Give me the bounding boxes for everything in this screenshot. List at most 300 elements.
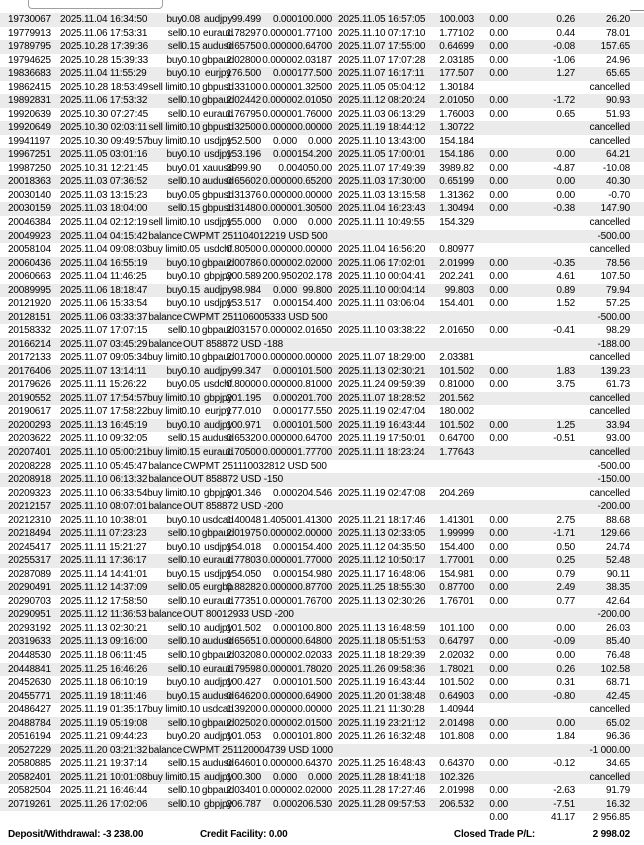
profit-cell: 90.11 — [606, 568, 630, 580]
size-cell: 0.10 — [181, 68, 200, 80]
size-cell: 0.10 — [181, 149, 200, 161]
close-time-cell: 2025.11.13 02:30:26 — [338, 595, 426, 607]
close-time-cell: 2025.11.07 16:17:11 — [338, 68, 425, 80]
order-cell: 19920639 — [8, 108, 51, 120]
table-row[interactable] — [0, 527, 644, 541]
stop-loss-cell: 0.000 — [272, 14, 297, 25]
close-time-cell: 2025.11.28 18:41:18 — [338, 771, 426, 783]
open-time-cell: 2025.11.19 05:19:08 — [60, 717, 148, 729]
take-profit-cell: 2.02033 — [297, 649, 332, 661]
table-row[interactable] — [0, 257, 644, 271]
table-row[interactable] — [0, 663, 644, 677]
symbol-cell: audjpy — [203, 677, 233, 689]
profit-cell: 147.90 — [600, 203, 630, 215]
type-cell: buy limit — [147, 406, 182, 418]
swap-cell: -7.51 — [553, 798, 575, 810]
table-row[interactable] — [0, 419, 644, 433]
size-cell: 0.01 — [181, 162, 200, 174]
type-cell: buy — [166, 68, 182, 80]
profit-cell: 26.20 — [605, 14, 630, 25]
close-time-cell: 2025.11.13 16:48:59 — [338, 622, 426, 634]
close-time-cell: 2025.11.26 09:58:36 — [338, 663, 426, 675]
order-cell: 20209323 — [8, 487, 51, 499]
stop-loss-cell: 0.000 — [272, 798, 297, 810]
total-swap-cell: 41.17 — [550, 812, 575, 824]
commission-cell: 0.00 — [489, 649, 508, 661]
profit-cell: 78.01 — [605, 27, 630, 39]
close-price-cell: 1.30184 — [439, 81, 474, 93]
open-time-cell: 2025.11.07 03:45:29 — [60, 338, 148, 350]
open-time-cell: 2025.11.06 15:33:54 — [60, 298, 148, 310]
close-time-cell: 2025.11.17 16:48:06 — [338, 568, 426, 580]
close-price-cell: 206.532 — [439, 798, 474, 810]
profit-cell: cancelled — [589, 392, 630, 404]
open-time-cell: 2025.11.04 09:08:03 — [60, 244, 148, 256]
type-cell: buy — [166, 419, 182, 431]
order-cell: 20719261 — [8, 798, 51, 810]
table-row[interactable] — [0, 771, 644, 785]
open-price-cell: 2.01700 — [226, 352, 261, 364]
table-row[interactable] — [0, 676, 644, 690]
open-time-cell: 2025.11.14 14:41:01 — [60, 568, 148, 580]
close-price-cell: 202.241 — [439, 271, 474, 283]
size-cell: 0.10 — [181, 663, 200, 675]
open-price-cell: 1.70500 — [226, 447, 261, 458]
close-time-cell: 2025.11.19 18:44:12 — [338, 122, 426, 134]
table-row[interactable] — [0, 324, 644, 338]
symbol-cell: usdjpy — [204, 568, 232, 580]
table-row[interactable] — [0, 595, 644, 609]
stop-loss-cell: 0.000 — [272, 568, 297, 580]
order-cell: 20058104 — [8, 244, 51, 256]
profit-cell: 88.68 — [605, 514, 630, 526]
open-price-cell: 1.76795 — [226, 108, 261, 120]
table-row[interactable] — [0, 798, 644, 812]
profit-cell: 90.93 — [605, 95, 630, 107]
profit-cell: -500.00 — [597, 311, 630, 323]
close-price-cell: 1.77102 — [439, 27, 474, 39]
order-cell: 19941197 — [8, 135, 51, 147]
size-cell: 0.10 — [181, 798, 200, 810]
close-time-cell: 2025.11.10 03:38:22 — [338, 325, 426, 337]
open-price-cell: 0.65750 — [226, 41, 261, 53]
open-time-cell: 2025.11.20 03:21:32 — [60, 744, 148, 756]
order-cell: 20486427 — [8, 704, 51, 716]
open-time-cell: 2025.11.10 06:13:32 — [60, 474, 148, 486]
stop-loss-cell: 0.00000 — [262, 433, 297, 445]
partial-tab-artifact — [28, 0, 163, 9]
take-profit-cell: 2.02000 — [297, 257, 332, 269]
profit-cell: -1 000.00 — [589, 744, 630, 756]
table-row[interactable] — [0, 270, 644, 284]
balance-row[interactable] — [0, 500, 644, 514]
take-profit-cell: 0.64700 — [297, 433, 332, 445]
take-profit-cell: 1.76000 — [297, 108, 332, 120]
table-row[interactable] — [0, 67, 644, 81]
symbol-cell: usdchf — [203, 244, 233, 256]
table-row[interactable] — [0, 40, 644, 54]
close-price-cell: 154.329 — [439, 216, 474, 228]
open-price-cell: 1.31480 — [226, 203, 261, 215]
symbol-cell: gbpaud — [201, 528, 235, 540]
table-row[interactable] — [0, 27, 644, 41]
type-cell: buy — [166, 14, 182, 25]
order-cell: 20580885 — [8, 758, 51, 770]
close-price-cell: 1.40944 — [439, 704, 474, 716]
open-time-cell: 2025.11.07 09:05:34 — [60, 352, 148, 364]
profit-cell: 157.65 — [600, 41, 630, 53]
table-row[interactable] — [0, 622, 644, 636]
stop-loss-cell: 0.000 — [272, 392, 297, 404]
take-profit-cell: 0.000 — [307, 216, 332, 228]
profit-cell: 57.25 — [605, 298, 630, 310]
table-row[interactable] — [0, 148, 644, 162]
type-cell: buy — [166, 162, 182, 174]
deposit-withdrawal-label: Deposit/Withdrawal: — [8, 829, 101, 840]
table-row[interactable] — [0, 690, 644, 704]
table-row[interactable] — [0, 635, 644, 649]
profit-cell: 42.64 — [605, 595, 630, 607]
type-cell: buy limit — [147, 244, 182, 256]
swap-cell: -0.38 — [553, 203, 575, 215]
open-price-cell: 201.346 — [226, 487, 261, 499]
size-cell: 0.10 — [181, 298, 200, 310]
close-time-cell: 2025.11.10 07:17:10 — [338, 27, 426, 39]
profit-cell: -150.00 — [597, 474, 630, 486]
stop-loss-cell: 0.00000 — [262, 758, 297, 770]
type-cell: buy — [166, 690, 182, 702]
symbol-cell: usdjpy — [204, 216, 232, 228]
order-cell: 20030159 — [8, 203, 51, 215]
table-row[interactable] — [0, 378, 644, 392]
balance-row[interactable] — [0, 338, 644, 352]
profit-cell: 16.32 — [605, 798, 630, 810]
symbol-cell: gbpjpy — [203, 392, 233, 404]
size-cell: 0.15 — [181, 447, 200, 458]
profit-cell: 107.50 — [600, 271, 630, 283]
type-cell: buy — [166, 514, 182, 526]
stop-loss-cell: 0.00000 — [262, 244, 297, 256]
table-row[interactable] — [0, 568, 644, 582]
size-cell: 0.10 — [181, 81, 200, 93]
table-row[interactable] — [0, 175, 644, 189]
close-time-cell: 2025.11.10 00:04:41 — [338, 271, 426, 283]
swap-cell: 0.00 — [556, 622, 575, 634]
size-cell: 0.10 — [181, 406, 200, 418]
type-cell: balance — [148, 744, 182, 756]
table-row[interactable] — [0, 717, 644, 731]
close-price-cell: 1.77643 — [439, 447, 474, 458]
close-price-cell: 0.64797 — [439, 636, 474, 648]
profit-cell: cancelled — [589, 122, 630, 134]
stop-loss-cell: 0.00000 — [262, 41, 297, 53]
type-cell: sell — [167, 433, 182, 445]
open-price-cell: 1.31376 — [226, 189, 261, 201]
close-time-cell: 2025.11.19 16:43:44 — [338, 677, 426, 689]
close-price-cell: 177.507 — [439, 68, 474, 80]
size-cell: 0.10 — [181, 514, 200, 526]
size-cell: 0.10 — [181, 257, 200, 269]
stop-loss-cell: 0.000 — [272, 677, 297, 689]
close-price-cell: 101.808 — [439, 731, 474, 743]
close-price-cell: 1.30722 — [439, 122, 474, 134]
table-row[interactable] — [0, 487, 644, 501]
open-time-cell: 2025.11.10 08:07:01 — [60, 501, 148, 513]
commission-cell: 0.00 — [489, 758, 508, 770]
profit-cell: 42.45 — [605, 690, 630, 702]
table-row[interactable] — [0, 703, 644, 717]
comment-cell: CWPMT 251120004739 USD 1000 — [183, 744, 333, 756]
table-row[interactable] — [0, 365, 644, 379]
close-time-cell: 2025.11.19 02:47:04 — [338, 406, 426, 418]
type-cell: buy — [166, 54, 182, 66]
profit-cell: 85.40 — [605, 636, 630, 648]
commission-cell: 0.00 — [489, 257, 508, 269]
profit-cell: 102.58 — [600, 663, 630, 675]
stop-loss-cell: 0.00000 — [262, 203, 297, 215]
type-cell: buy — [166, 271, 182, 283]
swap-cell: -0.51 — [553, 433, 575, 445]
symbol-cell: audusd — [202, 758, 234, 770]
type-cell: buy — [166, 149, 182, 161]
table-row[interactable] — [0, 757, 644, 771]
commission-cell: 0.00 — [489, 41, 508, 53]
swap-cell: 0.77 — [556, 595, 575, 607]
swap-cell: 0.65 — [556, 108, 575, 120]
symbol-cell: gbpaud — [201, 352, 235, 364]
table-row[interactable] — [0, 243, 644, 257]
table-row[interactable] — [0, 514, 644, 528]
size-cell: 0.05 — [181, 582, 200, 594]
open-price-cell: 2.03208 — [226, 649, 261, 661]
profit-cell: 93.00 — [605, 433, 630, 445]
close-time-cell: 2025.11.04 16:23:43 — [338, 203, 426, 215]
open-price-cell: 0.88282 — [226, 582, 261, 594]
open-price-cell: 2.00786 — [226, 257, 261, 269]
profit-cell: cancelled — [589, 135, 630, 147]
symbol-cell: usdcad — [202, 514, 234, 526]
balance-row[interactable] — [0, 311, 644, 325]
type-cell: buy limit — [147, 487, 182, 499]
type-cell: buy limit — [147, 392, 182, 404]
order-cell: 20018363 — [8, 176, 51, 188]
type-cell: sell limit — [148, 216, 182, 228]
stop-loss-cell: 0.000 — [272, 149, 297, 161]
table-row[interactable] — [0, 784, 644, 798]
close-price-cell: 154.981 — [439, 568, 474, 580]
open-time-cell: 2025.11.07 13:14:11 — [60, 365, 147, 377]
order-cell: 20158332 — [8, 325, 51, 337]
order-cell: 20488784 — [8, 717, 51, 729]
table-row[interactable] — [0, 121, 644, 135]
close-price-cell: 154.400 — [439, 541, 474, 553]
swap-cell: 1.83 — [556, 365, 575, 377]
balance-row[interactable] — [0, 230, 644, 244]
swap-cell: 0.44 — [556, 27, 575, 39]
profit-cell: cancelled — [589, 771, 630, 783]
open-time-cell: 2025.11.18 06:11:45 — [60, 649, 147, 661]
take-profit-cell: 0.00000 — [297, 704, 332, 716]
close-price-cell: 101.502 — [439, 365, 474, 377]
order-cell: 20176406 — [8, 365, 51, 377]
close-time-cell: 2025.11.07 17:55:00 — [338, 41, 426, 53]
table-row[interactable] — [0, 135, 644, 149]
open-price-cell: 100.971 — [226, 419, 261, 431]
close-price-cell: 101.100 — [439, 622, 474, 634]
type-cell: balance — [148, 338, 182, 350]
take-profit-cell: 0.81000 — [297, 379, 332, 391]
close-price-cell: 1.78021 — [439, 663, 474, 675]
profit-cell: -0.70 — [608, 189, 630, 201]
stop-loss-cell: 0.00000 — [262, 663, 297, 675]
table-row[interactable] — [0, 81, 644, 95]
open-time-cell: 2025.11.04 11:55:29 — [60, 68, 147, 80]
take-profit-cell: 2.01650 — [297, 325, 332, 337]
close-price-cell: 0.64700 — [439, 433, 474, 445]
profit-cell: 68.71 — [605, 677, 630, 689]
commission-cell: 0.00 — [489, 785, 508, 797]
close-price-cell: 154.184 — [439, 135, 474, 147]
table-row[interactable] — [0, 189, 644, 203]
order-cell: 19862415 — [8, 81, 51, 93]
symbol-cell: euraud — [203, 595, 233, 607]
open-time-cell: 2025.11.10 05:45:47 — [60, 460, 148, 472]
close-price-cell: 101.502 — [439, 677, 474, 689]
type-cell: balance — [148, 501, 182, 513]
type-cell: buy — [166, 731, 182, 743]
table-row[interactable] — [0, 108, 644, 122]
size-cell: 0.10 — [181, 108, 200, 120]
close-time-cell: 2025.11.12 10:50:17 — [338, 555, 426, 567]
symbol-cell: audjpy — [203, 731, 233, 743]
type-cell: balance — [148, 230, 182, 242]
edge-line-artifact — [630, 10, 644, 11]
close-price-cell: 2.02032 — [439, 649, 474, 661]
table-row[interactable] — [0, 541, 644, 555]
symbol-cell: eurjpy — [204, 406, 232, 418]
take-profit-cell: 1.41300 — [297, 514, 332, 526]
size-cell: 0.05 — [181, 379, 200, 391]
profit-cell: 139.23 — [600, 365, 630, 377]
commission-cell: 0.00 — [489, 284, 508, 296]
size-cell: 0.15 — [181, 758, 200, 770]
close-time-cell: 2025.11.21 18:17:46 — [338, 514, 426, 526]
take-profit-cell: 0.65200 — [297, 176, 332, 188]
table-row[interactable] — [0, 216, 644, 230]
size-cell: 0.08 — [181, 14, 200, 25]
commission-cell: 0.00 — [489, 203, 508, 215]
open-time-cell: 2025.11.11 17:36:17 — [60, 555, 147, 567]
symbol-cell: eurgbp — [203, 582, 233, 594]
size-cell: 0.10 — [181, 677, 200, 689]
symbol-cell: gbpaud — [201, 649, 235, 661]
size-cell: 0.10 — [181, 176, 200, 188]
balance-row[interactable] — [0, 460, 644, 474]
profit-cell: 51.93 — [605, 108, 630, 120]
close-time-cell: 2025.11.05 16:57:05 — [338, 14, 426, 25]
close-time-cell: 2025.11.03 17:30:00 — [338, 176, 426, 188]
close-time-cell: 2025.11.05 17:00:01 — [338, 149, 426, 161]
table-row[interactable] — [0, 405, 644, 419]
table-row[interactable] — [0, 446, 644, 460]
table-row[interactable] — [0, 162, 644, 176]
size-cell: 0.10 — [181, 365, 200, 377]
commission-cell: 0.00 — [489, 298, 508, 310]
table-row[interactable] — [0, 730, 644, 744]
order-cell: 20218494 — [8, 528, 51, 540]
close-time-cell: 2025.11.19 16:43:44 — [338, 419, 426, 431]
balance-row[interactable] — [0, 608, 644, 622]
symbol-cell: audusd — [202, 176, 234, 188]
table-row[interactable] — [0, 392, 644, 406]
commission-cell: 0.00 — [489, 27, 508, 39]
open-time-cell: 2025.11.13 02:30:21 — [60, 622, 148, 634]
symbol-cell: audusd — [202, 690, 234, 702]
commission-cell: 0.00 — [489, 690, 508, 702]
comment-cell: OUT 858872 USD -188 — [183, 338, 283, 350]
profit-cell: -200.00 — [597, 501, 630, 513]
symbol-cell: audusd — [202, 433, 234, 445]
table-row[interactable] — [0, 581, 644, 595]
commission-cell: 0.00 — [489, 528, 508, 540]
table-row[interactable] — [0, 432, 644, 446]
symbol-cell: audjpy — [203, 14, 233, 25]
order-cell: 20049923 — [8, 230, 51, 242]
table-row[interactable] — [0, 297, 644, 311]
order-cell: 20290491 — [8, 582, 51, 594]
table-row[interactable] — [0, 54, 644, 68]
close-time-cell: 2025.11.11 10:49:55 — [338, 216, 425, 228]
table-row[interactable] — [0, 284, 644, 298]
take-profit-cell: 1.77100 — [297, 27, 332, 39]
commission-cell: 0.00 — [489, 568, 508, 580]
close-price-cell: 0.87700 — [439, 582, 474, 594]
type-cell: buy — [166, 298, 182, 310]
table-row[interactable] — [0, 554, 644, 568]
open-time-cell: 2025.11.07 17:54:57 — [60, 392, 148, 404]
commission-cell: 0.00 — [489, 595, 508, 607]
swap-cell: 3.75 — [556, 379, 575, 391]
table-row[interactable] — [0, 202, 644, 216]
size-cell: 0.10 — [181, 352, 200, 364]
symbol-cell: gbpaud — [201, 325, 235, 337]
stop-loss-cell: 0.00000 — [262, 704, 297, 716]
open-time-cell: 2025.11.07 17:07:15 — [60, 325, 148, 337]
swap-cell: 1.84 — [556, 731, 575, 743]
close-price-cell: 2.01650 — [439, 325, 474, 337]
credit-facility-value: 0.00 — [268, 829, 288, 840]
balance-row[interactable] — [0, 744, 644, 758]
order-cell: 20166214 — [8, 338, 51, 350]
balance-row[interactable] — [0, 473, 644, 487]
table-row[interactable] — [0, 649, 644, 663]
type-cell: sell — [167, 95, 182, 107]
take-profit-cell: 101.500 — [297, 419, 332, 431]
size-cell: 0.10 — [181, 785, 200, 797]
type-cell: sell — [167, 717, 182, 729]
table-row[interactable] — [0, 94, 644, 108]
table-row[interactable] — [0, 351, 644, 365]
take-profit-cell: 177.500 — [297, 68, 332, 80]
table-row[interactable] — [0, 13, 644, 27]
swap-cell: 2.75 — [556, 514, 575, 526]
swap-cell: 0.26 — [556, 663, 575, 675]
order-cell: 19967251 — [8, 149, 51, 161]
swap-cell: 2.49 — [556, 582, 575, 594]
open-price-cell: 101.053 — [226, 731, 261, 743]
symbol-cell: gbpusd — [202, 122, 234, 134]
open-price-cell: 2.02502 — [226, 717, 261, 729]
